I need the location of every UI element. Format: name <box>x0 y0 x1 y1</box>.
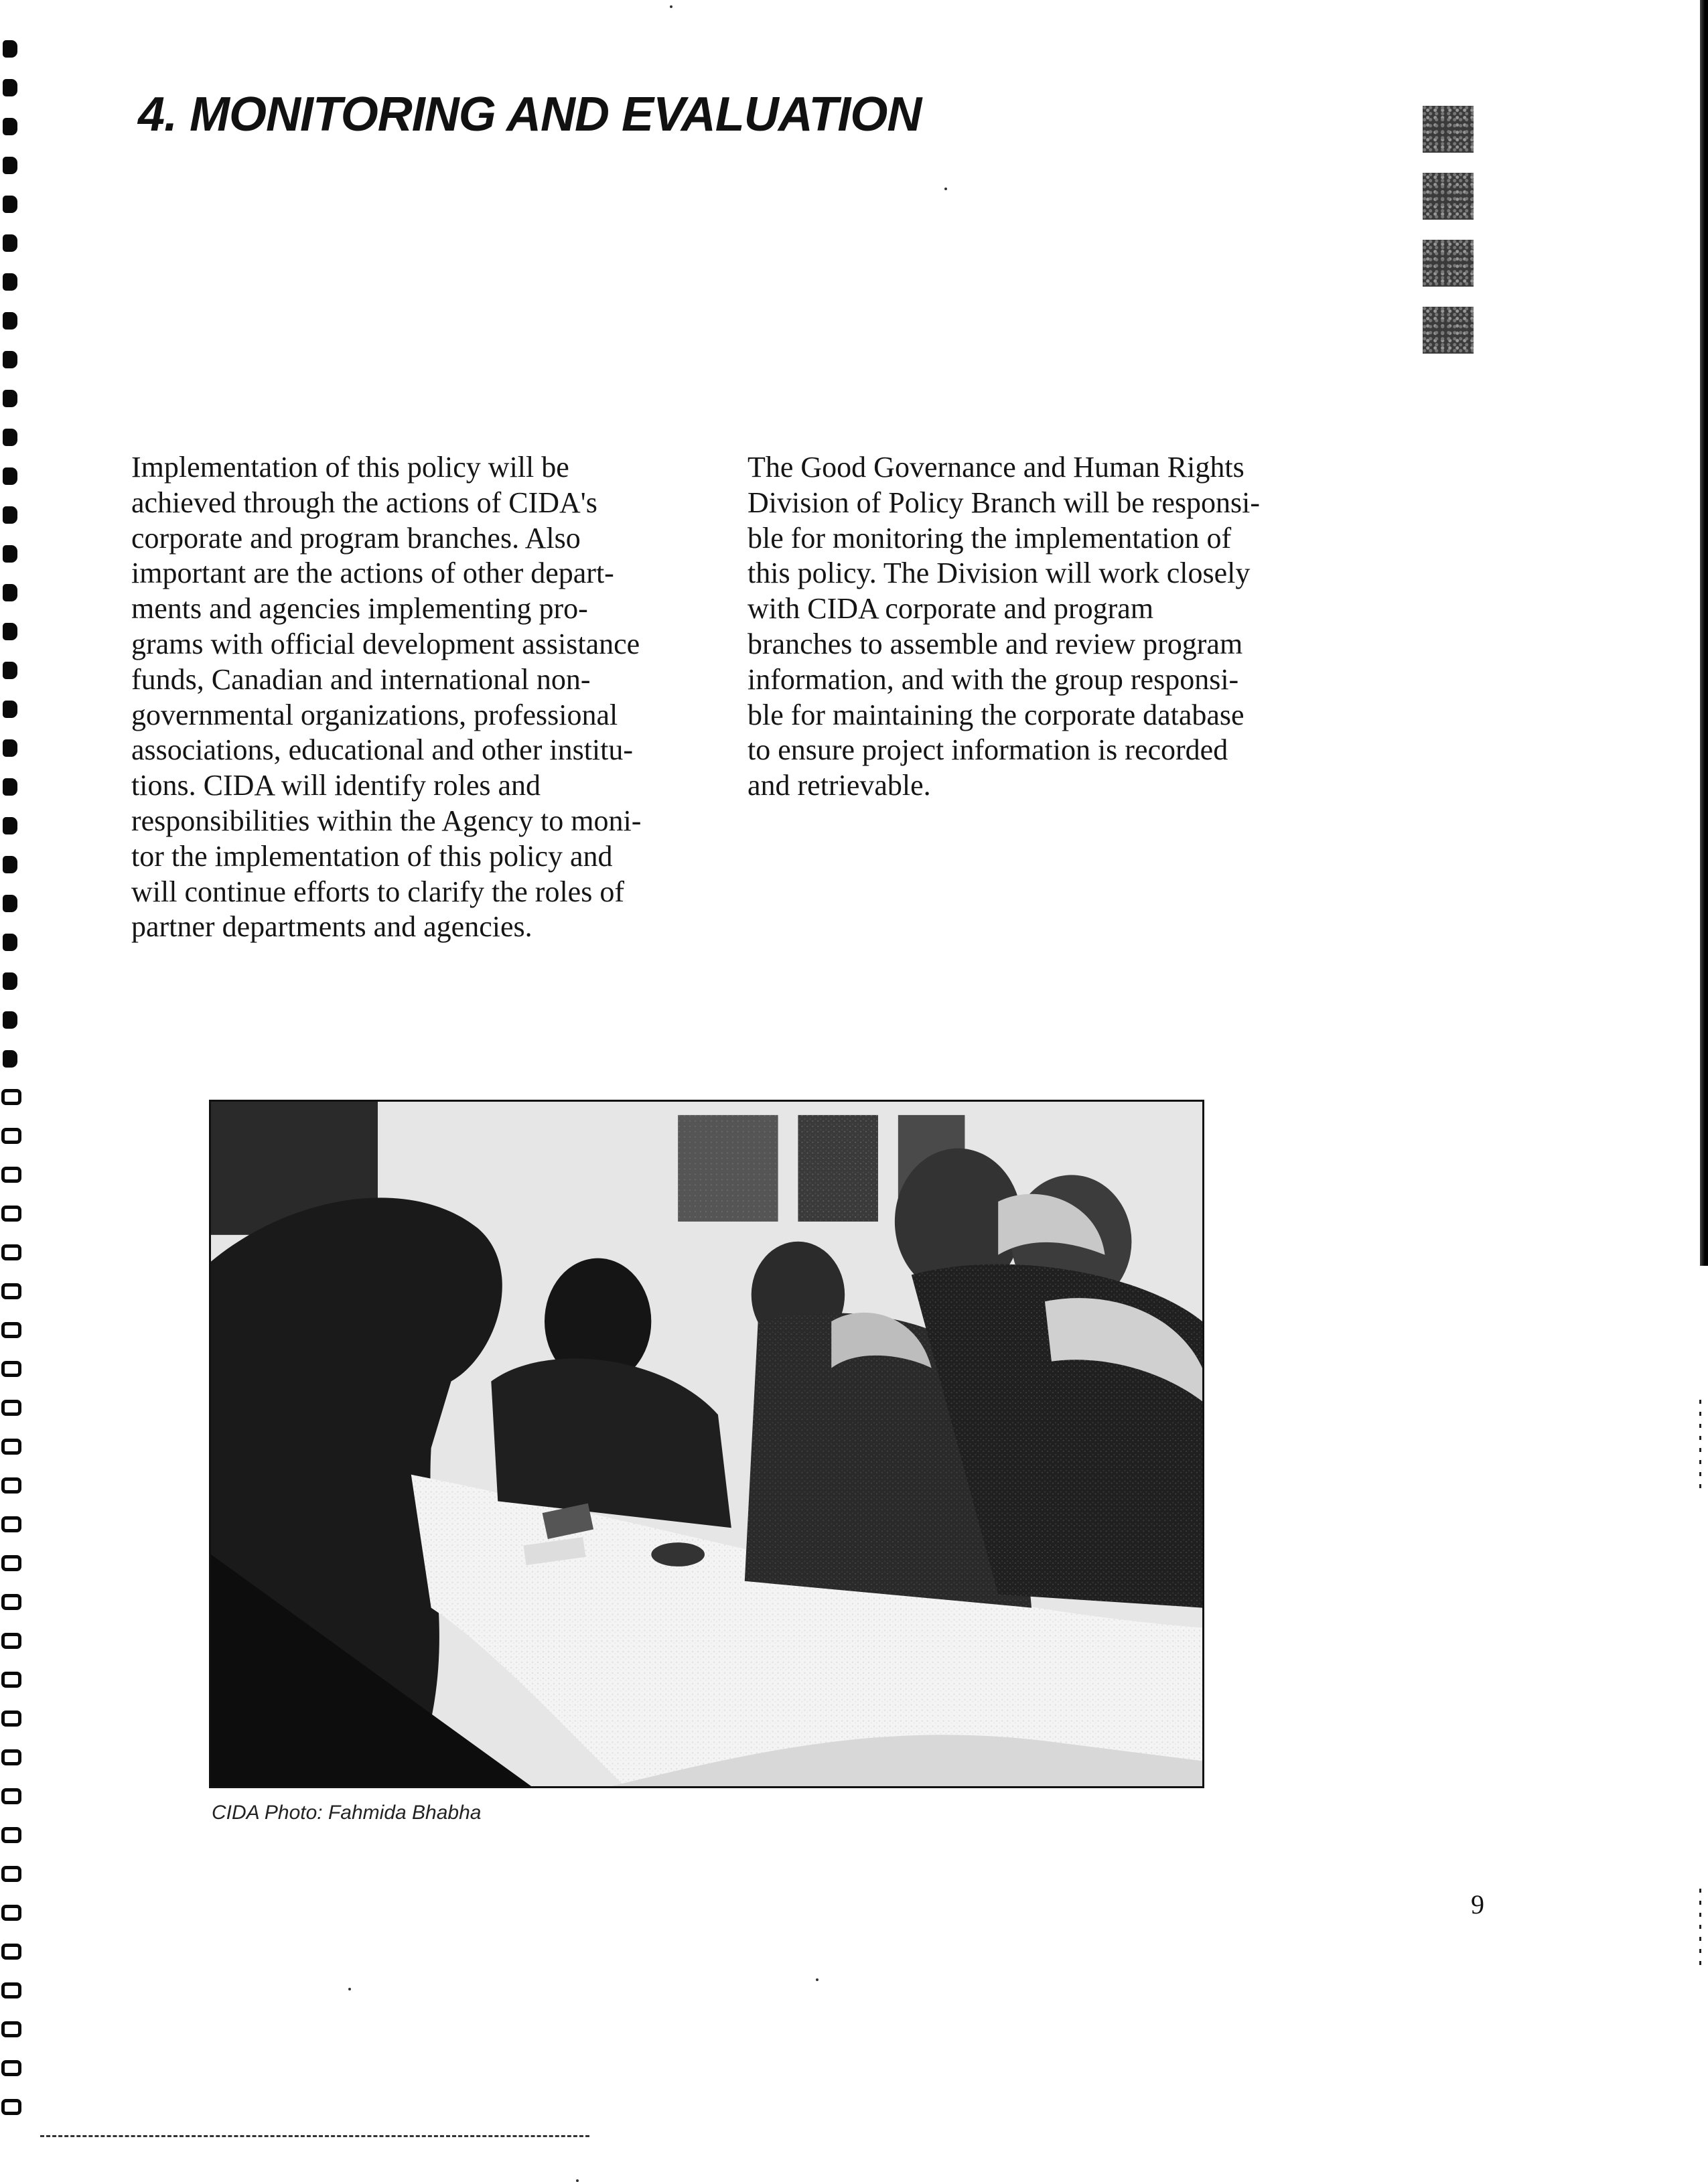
text-line: this policy. The Division will work closely <box>748 557 1251 590</box>
binding-hole <box>3 429 17 446</box>
text-line: The Good Governance and Human Rights <box>748 451 1244 484</box>
binding-hole <box>1 1477 21 1494</box>
text-line: branches to assemble and review program <box>748 627 1243 660</box>
binding-hole <box>1 1905 21 1921</box>
text-line: funds, Canadian and international non- <box>131 662 591 696</box>
spiral-binding <box>0 40 27 2182</box>
text-line: corporate and program branches. Also <box>131 521 581 555</box>
binding-hole <box>1 1594 21 1610</box>
text-line: and retrievable. <box>748 769 931 802</box>
speck <box>670 5 672 8</box>
binding-hole <box>1 1128 21 1144</box>
binding-hole <box>3 312 17 330</box>
binding-hole <box>1 1206 21 1222</box>
binding-hole <box>3 118 17 135</box>
speck <box>576 2179 579 2182</box>
binding-hole <box>1 1361 21 1377</box>
text-line: ble for maintaining the corporate database <box>748 698 1244 731</box>
section-marker <box>1423 106 1474 153</box>
binding-hole <box>3 1050 17 1068</box>
binding-hole <box>3 40 17 58</box>
photo-caption: CIDA Photo: Fahmida Bhabha <box>212 1802 482 1824</box>
binding-hole <box>1 1322 21 1338</box>
bottom-rule <box>40 2135 589 2137</box>
binding-hole <box>1 1400 21 1416</box>
section-markers <box>1423 106 1476 374</box>
binding-hole <box>3 157 17 174</box>
binding-hole <box>1 1439 21 1455</box>
text-line: ble for monitoring the implementation of <box>748 521 1232 555</box>
text-line: important are the actions of other depart- <box>131 557 614 590</box>
section-marker <box>1423 307 1474 354</box>
text-line: Implementation of this policy will be <box>131 451 569 484</box>
binding-hole <box>1 1827 21 1843</box>
binding-hole <box>1 1167 21 1183</box>
binding-hole <box>1 1672 21 1688</box>
binding-hole <box>3 273 17 291</box>
text-line: grams with official development assistance <box>131 627 640 660</box>
binding-hole <box>1 2099 21 2115</box>
binding-hole <box>1 1944 21 1960</box>
page-edge-specks <box>1699 1400 1701 1494</box>
text-line: tions. CIDA will identify roles and <box>131 769 541 802</box>
binding-hole <box>1 1089 21 1105</box>
text-line: partner departments and agencies. <box>131 910 532 944</box>
text-line: governmental organizations, professional <box>131 698 618 731</box>
photo-image <box>211 1102 1202 1786</box>
binding-hole <box>1 2060 21 2076</box>
binding-hole <box>1 2021 21 2037</box>
photo <box>209 1100 1204 1788</box>
binding-hole <box>3 79 17 96</box>
binding-hole <box>3 351 17 368</box>
binding-hole <box>3 662 17 679</box>
binding-hole <box>3 972 17 990</box>
binding-hole <box>3 817 17 834</box>
binding-hole <box>3 934 17 951</box>
text-line: to ensure project information is recorded <box>748 733 1228 767</box>
speck <box>816 1978 819 1981</box>
binding-hole <box>1 1749 21 1765</box>
section-marker <box>1423 173 1474 220</box>
left-column <box>131 450 667 945</box>
text-line: will continue efforts to clarify the roles of <box>131 875 624 908</box>
binding-hole <box>3 234 17 252</box>
section-heading: 4. MONITORING AND EVALUATION <box>138 88 922 141</box>
text-line: with CIDA corporate and program <box>748 592 1154 626</box>
binding-hole <box>1 1516 21 1532</box>
binding-hole <box>3 1011 17 1029</box>
binding-hole <box>3 196 17 213</box>
binding-hole <box>1 1244 21 1260</box>
binding-hole <box>1 1866 21 1882</box>
text-line: Division of Policy Branch will be responsi- <box>748 486 1261 519</box>
binding-hole <box>1 1711 21 1727</box>
page-edge-shadow <box>1700 0 1708 1266</box>
binding-hole <box>3 584 17 601</box>
text-line: responsibilities within the Agency to moni- <box>131 804 642 837</box>
binding-hole <box>3 701 17 718</box>
page-number: 9 <box>1471 1889 1484 1919</box>
binding-hole <box>1 1633 21 1649</box>
binding-hole <box>3 895 17 912</box>
binding-hole <box>1 1788 21 1804</box>
speck <box>944 188 947 190</box>
binding-hole <box>3 506 17 524</box>
binding-hole <box>3 856 17 873</box>
text-line: tor the implementation of this policy and <box>131 839 613 873</box>
binding-hole <box>3 390 17 407</box>
text-line: ments and agencies implementing pro- <box>131 592 588 626</box>
binding-hole <box>1 1982 21 1998</box>
right-column <box>748 450 1283 804</box>
binding-hole <box>1 1555 21 1571</box>
binding-hole <box>3 623 17 640</box>
text-line: associations, educational and other institu- <box>131 733 634 767</box>
binding-hole <box>3 545 17 563</box>
binding-hole <box>3 739 17 757</box>
text-line: information, and with the group responsi- <box>748 662 1239 696</box>
section-marker <box>1423 240 1474 287</box>
text-line: achieved through the actions of CIDA's <box>131 486 597 519</box>
binding-hole <box>3 467 17 485</box>
binding-hole <box>3 778 17 796</box>
page-edge-specks <box>1699 1889 1701 1969</box>
speck <box>348 1988 351 1990</box>
binding-hole <box>1 1283 21 1299</box>
